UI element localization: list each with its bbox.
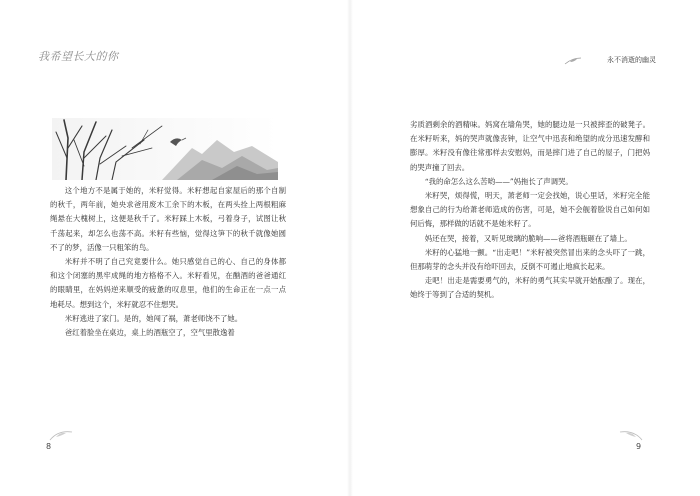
leaf-flourish-icon bbox=[618, 428, 644, 442]
paragraph: 妈还在哭，接着，又听见玻璃的脆响——爸将酒瓶砸在了墙上。 bbox=[424, 233, 632, 243]
paragraph: “我的命怎么这么苦哟——”妈拖长了声调哭。 bbox=[424, 176, 573, 186]
paragraph: 米籽的心猛地一颤。“出走吧！”米籽被突然冒出来的念头吓了一跳，但那萌芽的念头并没有给吓回去，反倒不可遏止地疯长起来。 bbox=[410, 247, 650, 272]
paragraph: 爸红着脸坐在桌边，桌上的酒瓶空了，空气里散逸着 bbox=[64, 328, 235, 338]
paragraph: 走吧！出走是需要勇气的，米籽的勇气其实早就开始酝酿了。现在，她终于等到了合适的契机。 bbox=[410, 276, 650, 300]
paragraph: 这个地方不是属于她的，米籽觉得。米籽想起自家屋后的那个自制的秋千，两年前，她央求爸用废木工余下的木板，在两头拴上两根粗麻绳悬在大槐树上，这便是秋千了。米籽踩上木板，弓着身子，试图让秋千荡起来，却怎么也荡不高。米籽有些恼，觉得这笋下的秋千就像她圆不了的梦，活像一只粗笨的鸟。 bbox=[50, 186, 286, 252]
running-header-left: 我希望长大的你 bbox=[38, 50, 119, 63]
paragraph: 米籽逃进了家门。是的，她闯了祸，萧老师饶不了她。 bbox=[64, 313, 243, 323]
leaf-sprig-icon bbox=[564, 56, 582, 66]
left-page-body bbox=[50, 184, 286, 340]
page-number-left: 8 bbox=[46, 442, 52, 451]
right-page-body bbox=[410, 118, 650, 303]
paragraph: 米籽并不明了自己究竟要什么。她只感觉自己的心、自己的身体都和这个闭塞的黑牢成绳的地方格格不入。米籽看见，在酗酒的爸爸通红的眼睛里，在妈妈逆来顺受的疲惫的叹息里，他们的生命正在一点一点地耗尽。想到这个，米籽就忍不住想哭。 bbox=[50, 257, 286, 309]
ink-landscape-illustration bbox=[52, 118, 278, 180]
page-number-right: 9 bbox=[636, 442, 642, 451]
paragraph: 劣质酒剩余的酒精味。妈窝在墙角哭，她的腿边是一只被摔歪的破凳子。在米籽听来，妈的哭声就像丧钟，让空气中迅丧和绝望的成分迅速发酵和膨厚。米籽没有像往常那样去安慰妈，而是摔门进了自己的屋子，门把妈的哭声撞了回去。 bbox=[410, 120, 650, 172]
running-header-right: 永不消逝的幽灵 bbox=[607, 56, 656, 64]
paragraph: 米籽哭，烦得慌，明天，萧老师一定会找她，说心里话，米籽完全能想象自己的行为给萧老师造成的伤害，可是，她不会舰着脸说自己如何如何后悔，那样做的话就不是她米籽了。 bbox=[410, 191, 650, 229]
leaf-flourish-icon bbox=[48, 428, 74, 442]
right-page bbox=[350, 0, 700, 496]
